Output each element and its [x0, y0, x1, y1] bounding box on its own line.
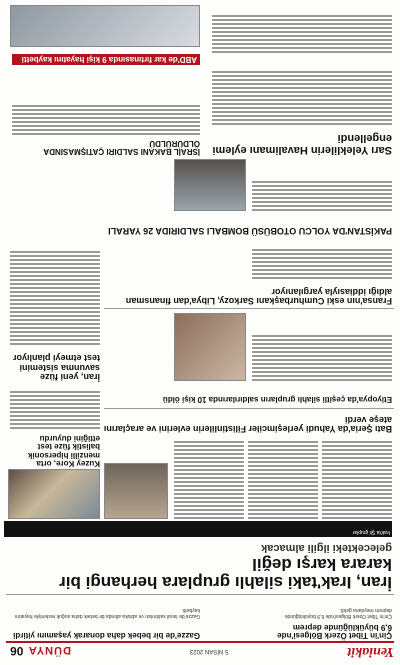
- france-body: [252, 247, 392, 279]
- bus-photo: [174, 159, 246, 211]
- main-kicker: Irak'ta Şii gruplar: [352, 529, 390, 535]
- ethiopia-headline: Etiyopya'da çeşitli silahlı grupların saldırılarında 10 kişi öldü: [162, 395, 392, 404]
- quake-headline: Çin'in Tibet Özerk Bölgesi'nde 6,9 büyüklüğünde deprem: [277, 622, 392, 640]
- protest-photo: [104, 463, 168, 519]
- istanbul-body: [212, 69, 392, 125]
- iran-body: [10, 249, 100, 345]
- quake-summary: Çin'in Tibet Özerk Bölgesi'nde 6,9 büyüklüğünde deprem meydana geldi.: [284, 607, 392, 619]
- korea-headline: Kuzey Kore, orta menzilli hipersonik balistik füze test ettiğini duyurdu: [27, 433, 100, 468]
- congo-body: [212, 13, 392, 53]
- section-title: DÜNYA: [27, 644, 71, 656]
- main-body-col-1: [322, 439, 392, 519]
- main-kicker-bar: [4, 521, 392, 537]
- main-headline: İran, Irak'taki silahlı gruplara herhangi bir karara karşı değil: [59, 555, 392, 592]
- iran-headline: İran, yeni füze savunma sistemini test etmeyi planlıyor: [12, 353, 100, 382]
- protest-headline: Batı Şeria'da Yahudi yerleşimciler Filistinlilerin evlerini ve araçlarını ateşe verdi: [103, 414, 392, 434]
- brand-logo: Yeniakit: [347, 644, 394, 659]
- gaza-summary: Gazze'de İsrail saldırıları ve abluka altında bir bebek daha soğuk nedeniyle hayatını kaybetti.: [14, 607, 200, 619]
- main-subhead: gelecekteki ilgili almacak: [261, 542, 392, 554]
- congo-headline-bar: [12, 54, 200, 65]
- page-number: 06: [10, 644, 24, 658]
- politician-photo: [174, 313, 246, 381]
- korea-body: [10, 389, 100, 429]
- congo-headline: ABD'de kar fırtınasında 9 kişi hayatını kaybetti: [21, 55, 197, 64]
- israel-headline: İSRAİL BAKANI SALDIRI ÇATIŞMASINDA ÖLDÜRÜLDÜ: [43, 138, 200, 156]
- main-body-col-3: [174, 439, 244, 519]
- israel-body: [12, 103, 200, 135]
- pakistan-headline: PAKİSTAN'DA YOLCU OTOBÜSÜ BOMBALI SALDIRIDA 26 YARALI: [108, 226, 392, 236]
- main-body-col-2: [248, 439, 318, 519]
- istanbul-headline: Sarı Yeleklilerin Havalimanı eylemi engellendi: [212, 132, 392, 156]
- divider: [104, 308, 394, 309]
- masthead: [6, 641, 394, 659]
- divider: [6, 594, 394, 595]
- france-headline: Fransa'nın eski Cumhurbaşkanı Sarkozy, Libya'dan finansman aldığı iddiasıyla yargılanıyor: [125, 286, 392, 306]
- gaza-headline: Gazze'de bir bebek daha donarak yaşamını yitirdi: [13, 631, 200, 640]
- divider: [104, 408, 394, 409]
- ethiopia-body: [252, 333, 392, 381]
- snowstorm-photo: [10, 5, 200, 47]
- issue-date: 5 NİSAN 2023: [189, 648, 229, 654]
- pakistan-body: [252, 179, 392, 211]
- missile-photo: [8, 469, 100, 519]
